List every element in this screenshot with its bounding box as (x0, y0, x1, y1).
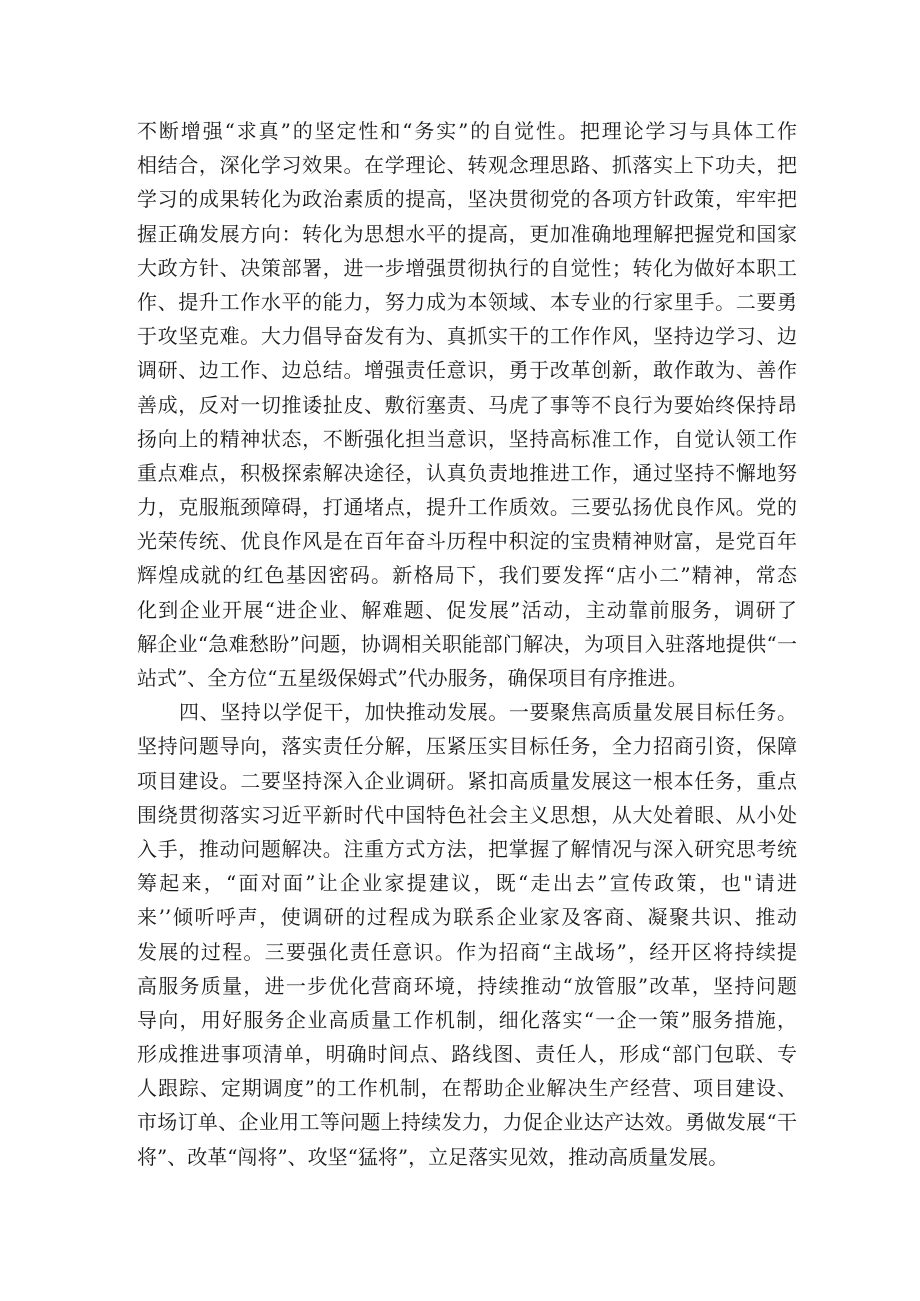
text-line: 握正确发展方向：转化为思想水平的提高，更加准确地理解把握党和国家 (137, 221, 797, 246)
text-line: 四、坚持以学促干，加快推动发展。一要聚焦高质量发展目标任务。 (179, 700, 797, 725)
text-line: 解企业“急难愁盼”问题，协调相关职能部门解决，为项目入驻落地提供“一 (137, 631, 797, 656)
text-line: 化到企业开展“进企业、解难题、促发展”活动，主动靠前服务，调研了 (137, 597, 797, 622)
text-line: 重点难点，积极探索解决途径，认真负责地推进工作，通过坚持不懈地努 (137, 460, 797, 485)
text-line: 调研、边工作、边总结。增强责任意识，勇于改革创新，敢作敢为、善作 (137, 358, 797, 383)
text-line: 入手，推动问题解决。注重方式方法，把掌握了解情况与深入研究思考统 (137, 836, 797, 861)
text-line: 善成，反对一切推诿扯皮、敷衍塞责、马虎了事等不良行为要始终保持昂 (137, 392, 797, 417)
text-line: 围绕贯彻落实习近平新时代中国特色社会主义思想，从大处着眼、从小处 (137, 802, 797, 827)
text-line: 形成推进事项清单，明确时间点、路线图、责任人，形成“部门包联、专 (137, 1042, 797, 1067)
text-line: 发展的过程。三要强化责任意识。作为招商“主战场”，经开区将持续提 (137, 939, 797, 964)
text-line: 来’’倾听呼声，使调研的过程成为联系企业家及客商、凝聚共识、推动 (137, 905, 797, 930)
text-line: 辉煌成就的红色基因密码。新格局下，我们要发挥“店小二”精神，常态 (137, 563, 797, 588)
text-line: 人跟踪、定期调度”的工作机制，在帮助企业解决生产经营、项目建设、 (137, 1076, 797, 1101)
text-line: 站式”、全方位“五星级保姆式”代办服务，确保项目有序推进。 (137, 666, 688, 690)
text-line: 坚持问题导向，落实责任分解，压紧压实目标任务，全力招商引资，保障 (137, 734, 797, 759)
paragraph-2 (137, 695, 797, 1174)
text-line: 扬向上的精神状态，不断强化担当意识，坚持高标准工作，自觉认领工作 (137, 426, 797, 451)
text-line: 学习的成果转化为政治素质的提高，坚决贯彻党的各项方针政策，牢牢把 (137, 187, 797, 212)
text-line: 相结合，深化学习效果。在学理论、转观念理思路、抓落实上下功夫，把 (137, 153, 797, 178)
paragraph-1 (137, 114, 797, 695)
text-line: 力，克服瓶颈障碍，打通堵点，提升工作质效。三要弘扬优良作风。党的 (137, 495, 797, 520)
text-line: 大政方针、决策部署，进一步增强贯彻执行的自觉性；转化为做好本职工 (137, 255, 797, 280)
text-line: 筹起来，“面对面”让企业家提建议，既“走出去”宣传政策，也"请进 (137, 871, 797, 896)
text-line: 项目建设。二要坚持深入企业调研。紧扣高质量发展这一根本任务，重点 (137, 768, 797, 793)
text-line: 于攻坚克难。大力倡导奋发有为、真抓实干的工作作风，坚持边学习、边 (137, 324, 797, 349)
text-line: 将”、改革“闯将”、攻坚“猛将”，立足落实见效，推动高质量发展。 (137, 1144, 729, 1169)
text-line: 不断增强“求真”的坚定性和“务实”的自觉性。把理论学习与具体工作 (137, 119, 797, 143)
text-line: 光荣传统、优良作风是在百年奋斗历程中积淀的宝贵精神财富，是党百年 (137, 529, 797, 554)
document-body (137, 114, 797, 1174)
text-line: 高服务质量，进一步优化营商环境，持续推动“放管服”改革，坚持问题 (137, 973, 797, 998)
text-line: 市场订单、企业用工等问题上持续发力，力促企业达产达效。勇做发展“干 (137, 1110, 797, 1135)
text-line: 作、提升工作水平的能力，努力成为本领域、本专业的行家里手。二要勇 (137, 289, 797, 314)
text-line: 导向，用好服务企业高质量工作机制，细化落实“一企一策”服务措施， (137, 1007, 797, 1032)
